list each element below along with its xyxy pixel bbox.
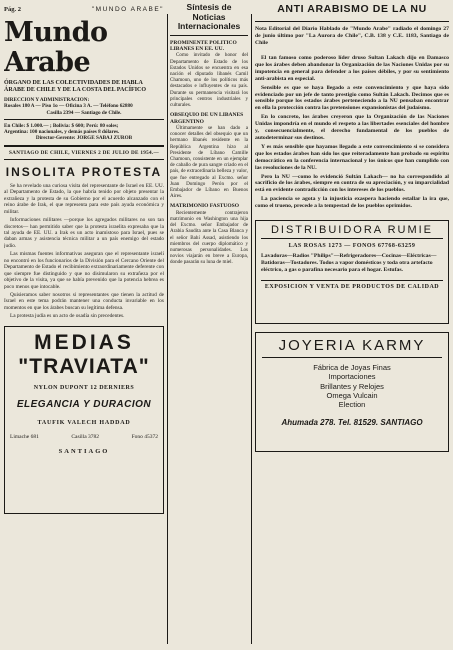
ad-karmy-name: JOYERIA KARMY bbox=[262, 337, 442, 358]
ad-phone: Fono 45372 bbox=[131, 433, 158, 440]
right-column bbox=[255, 3, 449, 646]
ad-material: NYLON DUPONT 12 DERNIERS bbox=[33, 384, 135, 391]
paragraph: Recientemente contrajeron matrimonio en Washington una hija del Excmo. señor Embajador de Arabia Saudita ante la Casa Blanca y el señor Bahí Assad, asistiendo los miembros del cuerpo diplomático y numerosas personalidades. Los novios viajarán en breve a Europa, donde pasarán su luna de miel. bbox=[170, 209, 248, 266]
admin-line-2: Casilla 2394 — Santiago de Chile. bbox=[46, 109, 122, 116]
ad-karmy-line: Importaciones bbox=[328, 372, 376, 382]
paragraph: Pero la NU —como lo evidenció Sultán Lakach— no ha correspondido al sacrificio de los árabes, siempre en contra de su apreciación, y su imparcialidad está en evidente contradicción con los intereses de los pueblos. bbox=[255, 173, 449, 194]
left-column bbox=[4, 14, 164, 646]
column-divider bbox=[167, 14, 168, 644]
admin-label: DIRECCION Y ADMINISTRACION: bbox=[4, 97, 90, 103]
ad-karmy-line: Fábrica de Joyas Finas bbox=[313, 363, 391, 373]
news-column-heading: Síntesis de Noticias Internacionales bbox=[170, 3, 248, 36]
paragraph: El tan famoso como poderoso líder druso Sultan Lakach dijo en Damasco que los árabes deben abandonar la Organización de las Naciones Unidas por su impotencia en general para defender a los países débiles, y por su sentimiento anti-arabista en especial. bbox=[255, 55, 449, 82]
ad-karmy-line: Election bbox=[338, 400, 366, 410]
article-body-insolita bbox=[4, 183, 164, 320]
paragraph: Las mismas fuentes informativas aseguran que el representante israelí no encontró en los funcionarios de la División para el Cercano Oriente del Departamento de Estado el recibimiento extraordinariamente deferente con que siempre fue distinguido y que no disimularon su extrañeza por el objetivo de la visita, ya que se había prevenido que la potencia hebrea es poco menos que intocable. bbox=[4, 251, 164, 290]
divider bbox=[4, 159, 164, 160]
column-divider bbox=[251, 14, 252, 644]
ad-karmy-lines bbox=[262, 363, 442, 409]
middle-column bbox=[170, 3, 248, 646]
ad-karmy-address: Ahumada 278. Tel. 81529. SANTIAGO bbox=[281, 417, 423, 427]
news-item-body bbox=[170, 52, 248, 108]
paragraph: Quisieramos saber nosotros si representantes que tienen la actitud de Israel en este tema podrán mantener una conducta invariable en los momentos en que los árabes buscan su legítima defensa. bbox=[4, 292, 164, 311]
ad-karmy-line: Omega Vulcain bbox=[326, 390, 378, 400]
article-title-insolita: INSOLITA PROTESTA bbox=[5, 164, 163, 179]
ad-owner: TAUFIK VALECH HADDAD bbox=[37, 419, 131, 426]
page-number: Pág. 2 bbox=[4, 5, 21, 13]
news-item-heading: OBSEQUIO DE UN LIBANES ARGENTINO bbox=[170, 112, 244, 125]
ad-city: SANTIAGO bbox=[58, 447, 110, 455]
ad-distribuidora-rumie bbox=[255, 220, 449, 324]
ad-rumie-footer: EXPOSICION Y VENTA DE PRODUCTOS DE CALIDAD bbox=[261, 280, 443, 290]
paragraph: Y es más sensible que hayamos llegado a este convencimiento si se considera que los estados árabes han sido los que reiteradamente han probado su espíritu democrático en la conferencia internacional y los únicos que han cumplido con las resoluciones de la NU. bbox=[255, 143, 449, 171]
price-line-2: Argentina: 100 nacionales, y demás países 8 dólares. bbox=[4, 129, 120, 136]
ad-karmy-line: Brillantes y Relojes bbox=[320, 381, 384, 391]
director-line: Director-Gerente: JORGE SABAJ ZUROB bbox=[35, 135, 133, 142]
admin-line-1: Rosales 180 A — Piso 1o — Oficina 3 A. — Teléfono 62880 bbox=[4, 103, 133, 110]
paragraph: La paciencia se agota y la injusticia exaspera haciendo estallar la ira que, como el trueno, precede a la tempestad de los pueblos oprimidos. bbox=[255, 196, 449, 210]
paragraph: La protesta judía es un acto de osadía sin precedentes. bbox=[10, 313, 125, 320]
prices-block bbox=[4, 123, 164, 142]
admin-block bbox=[4, 97, 164, 116]
news-item-body bbox=[170, 125, 248, 199]
paragraph: Últimamente se han dado a conocer detalles del obsequio que un hermano libanés residente en la República Argentina hizo al Presidente de Líbano Camille Chamoun, consistente en un ejemplar de caballo de pura sangre criado en el país, de extraordinaria belleza y valor, que fue entregado al Excmo. señor Juan Domingo Perón por el Embajador de Líbano en Buenos Aires. bbox=[170, 124, 248, 200]
paragraph: Como invitado de honor del Departamento de Estado de los Estados Unidos se encuentra en esa nación el diputado libanés Camil Chamoun, uno de los políticos más destacados e influyentes de su país. Durante su permanencia visitará los principales centros industriales y culturales. bbox=[170, 52, 248, 108]
paragraph: Sensible es que se haya llegado a este convencimiento y que haya sido evidenciado por un jefe de tanto prestigio como Sultán Lakach. Decimos que es sensible porque los estados árabes perteneciendo a la NU pensaban encontrar en ella la protección contra las pretensiones expansionistas del judaísmo. bbox=[255, 84, 449, 112]
article-intro: Nota Editorial del Diario Hablado de "Mundo Arabe" radiado el domingo 27 de junio último por "La Aurora de Chile", C.B. 138 y C.E. 1183, Santiago de Chile bbox=[255, 26, 449, 46]
divider bbox=[4, 145, 164, 147]
news-item-heading: PROMINENTE POLITICO LIBANES EN EE. UU. bbox=[170, 39, 237, 52]
ad-rumie-body: Lavadoras—Radios "Philips"—Refrigeradores—Cocinas—Eléctricas—Batidoras—Tostadores. Todos a vapor domésticos y toda otra artefacto eléctrico, a gas o parafina necesario para el hogar. Estufas. bbox=[261, 253, 437, 274]
running-title: "MUNDO ARABE" bbox=[91, 5, 164, 13]
divider bbox=[255, 21, 449, 22]
ad-medias-traviata bbox=[4, 326, 164, 514]
ad-headline: MEDIAS bbox=[34, 330, 134, 354]
article-title-anti-arabismo: ANTI ARABISMO DE LA NU bbox=[277, 3, 427, 15]
ad-brand: "TRAVIATA" bbox=[18, 354, 150, 378]
dateline: SANTIAGO DE CHILE, VIERNES 2 DE JULIO DE 1954.— bbox=[8, 149, 160, 156]
article-body-anti-arabismo bbox=[255, 55, 449, 210]
ad-address: Limache 681 bbox=[10, 433, 39, 440]
paragraph: En lo concreto, los árabes creyeron que la Organización de las Naciones Unidas impondría en el mundo el respeto a las libertades esenciales del hombre y, consecuencialmente, el derecho fundamental de los pueblos de autodeterminar sus destinos. bbox=[255, 114, 449, 141]
ad-slogan: ELEGANCIA Y DURACION bbox=[16, 398, 152, 410]
masthead-organ: ÓRGANO DE LAS COLECTIVIDADES DE HABLA ÁRABE DE CHILE Y DE LA COSTA DEL PACÍFICO bbox=[4, 80, 147, 93]
ad-box: Casilla 3782 bbox=[71, 433, 100, 440]
news-item-heading: MATRIMONIO FASTUOSO bbox=[170, 203, 240, 210]
masthead-title: Mundo Arabe bbox=[4, 17, 108, 78]
ad-contact bbox=[10, 434, 158, 440]
paragraph: Se ha revelado una curiosa visita del representante de Israel en EE. UU. al Departamento de Estado, la que habría tenido por objeto presentar la extrañeza y la protesta de su Gobierno por el acuerdo alcanzado con el reino árabe de Irak, el que representa para este país ayuda económica y militar. bbox=[4, 182, 164, 215]
ad-rumie-address: LAS ROSAS 1273 — FONOS 67768-63259 bbox=[288, 243, 416, 250]
price-line-1: En Chile: $ 1.000.— ; Bolivia: $ 600; Perú: 80 soles; bbox=[4, 122, 119, 129]
divider bbox=[4, 119, 164, 120]
paragraph: Informaciones militares —porque los agregados militares no son tan discretos— han permitido saber que la protesta israelita expresaba que la tal ayuda de EE. UU. a Irak es un acto inamistoso para Israel, pues se daban armas y asistencia técnica militar a un país enemigo del estado judío. bbox=[4, 217, 164, 249]
ad-rumie-name: DISTRIBUIDORA RUMIE bbox=[261, 224, 443, 239]
news-item-body bbox=[170, 210, 248, 266]
ad-joyeria-karmy bbox=[255, 332, 449, 452]
